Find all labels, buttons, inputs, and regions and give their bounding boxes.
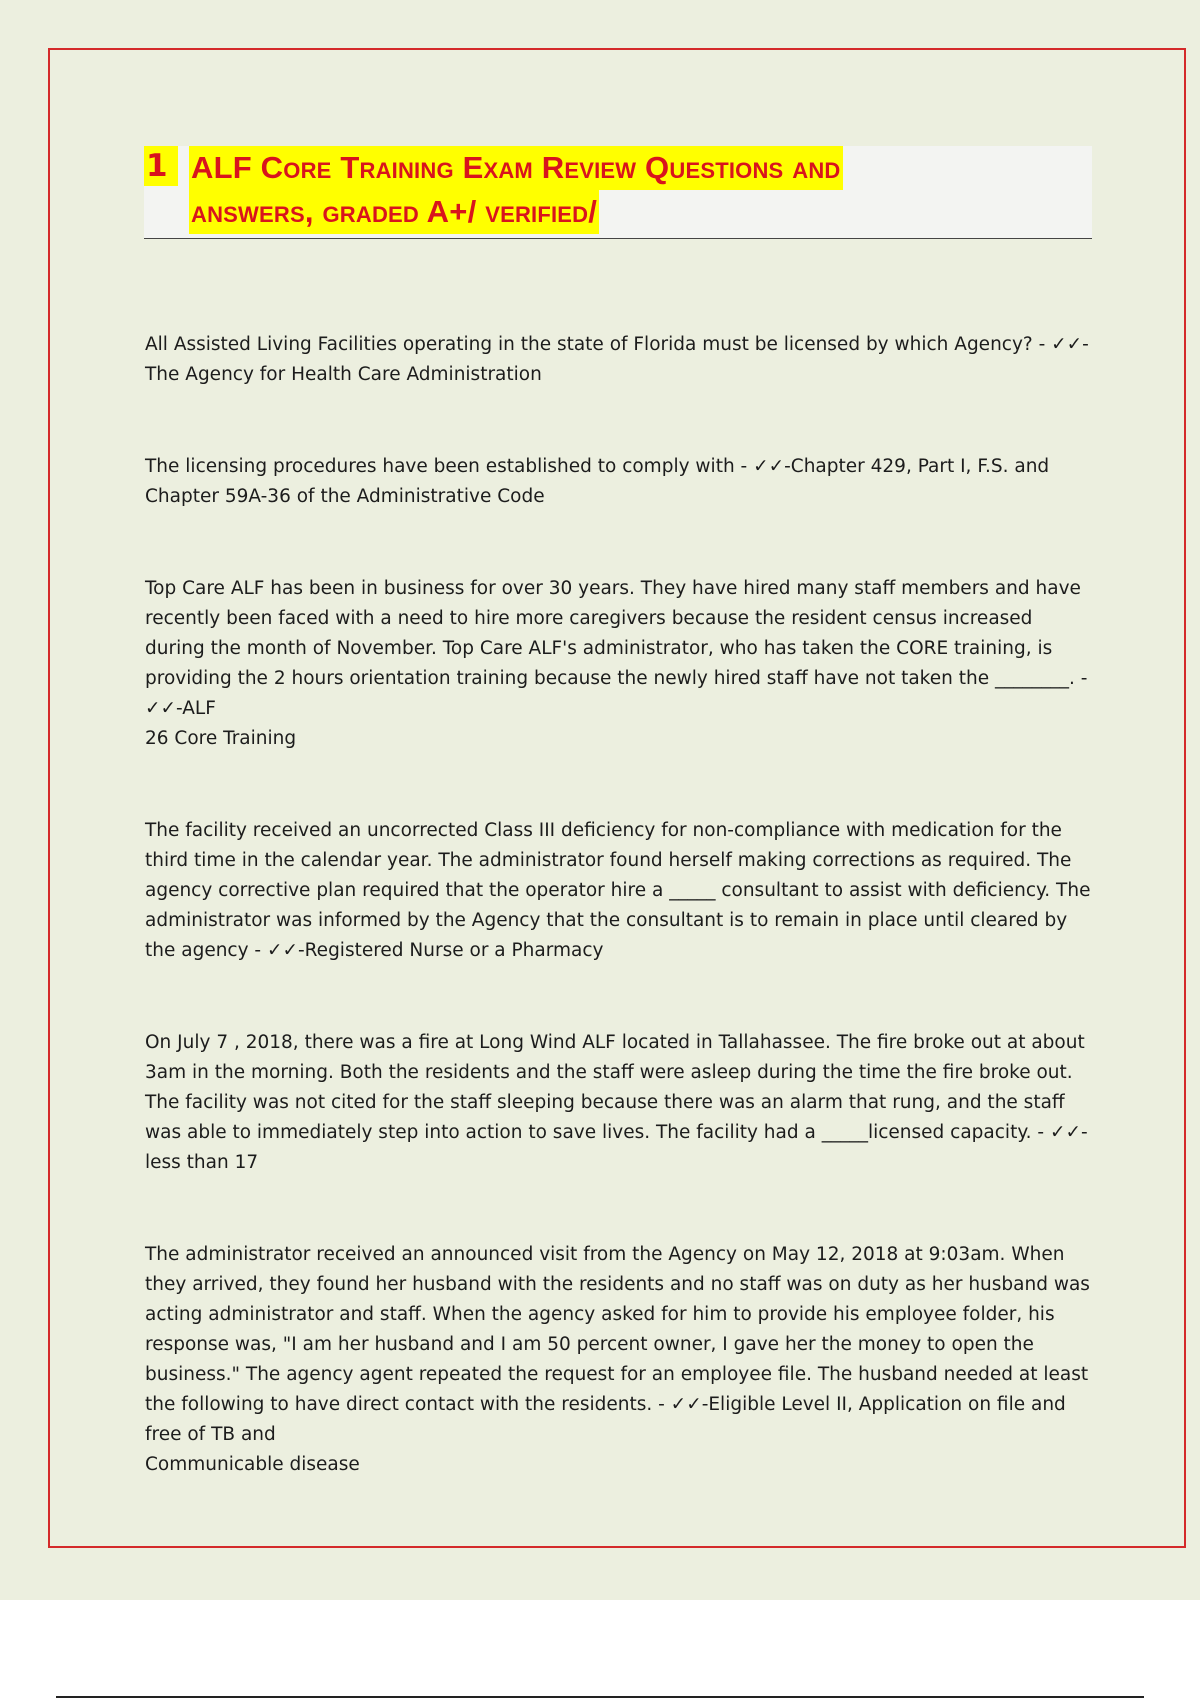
qa-item [145, 330, 1095, 390]
answer-text: The Agency for Health Care Administration [145, 364, 542, 385]
question-text: All Assisted Living Facilities operating in the state of Florida must be licensed by which Agency? - ✓✓- [145, 334, 1089, 355]
qa-item [145, 574, 1095, 754]
qa-item [145, 816, 1095, 966]
document-title [144, 146, 1092, 239]
title-number: 1 [144, 146, 178, 186]
title-line-1: ALF Core Training Exam Review Questions and [189, 146, 843, 190]
question-text: The facility received an uncorrected Class III deficiency for non-compliance with medication for the third time in the calendar year. The administrator found herself making corrections as required. The agency corrective plan required that the operator hire a _____ consultant to assist with deficiency. The administrator was informed by the Agency that the consultant is to remain in place until cleared by the agency - ✓✓-Registered Nurse or a Pharmacy [145, 820, 1091, 961]
qa-item [145, 1240, 1095, 1480]
qa-item [145, 1028, 1095, 1178]
question-text: Top Care ALF has been in business for over 30 years. They have hired many staff members and have recently been faced with a need to hire more caregivers because the resident census increased during the month of November. Top Care ALF's administrator, who has taken the CORE training, is providing the 2 hours orientation training because the newly hired staff have not taken the ________. - ✓✓-ALF [145, 578, 1088, 719]
answer-text: less than 17 [145, 1152, 259, 1173]
answer-text: Chapter 59A-36 of the Administrative Code [145, 486, 545, 507]
question-text: The licensing procedures have been established to comply with - ✓✓-Chapter 429, Part I, F.S. and [145, 456, 1050, 477]
question-text: The administrator received an announced visit from the Agency on May 12, 2018 at 9:03am. When they arrived, they found her husband with the residents and no staff was on duty as her husband was acting administrator and staff. When the agency asked for him to provide his employee folder, his response was, "I am her husband and I am 50 percent owner, I gave her the money to open the business." The agency agent repeated the request for an employee file. The husband needed at least the following to have direct contact with the residents. - ✓✓-Eligible Level II, Application on file and free of TB and [145, 1244, 1090, 1445]
answer-text: 26 Core Training [145, 728, 297, 749]
title-line-2: answers, graded A+/ verified/ [189, 190, 599, 234]
qa-item [145, 452, 1095, 512]
footer-rule [56, 1696, 1144, 1698]
qa-list [145, 330, 1095, 1542]
answer-text: Communicable disease [145, 1454, 360, 1475]
question-text: On July 7 , 2018, there was a fire at Long Wind ALF located in Tallahassee. The fire broke out at about 3am in the morning. Both the residents and the staff were asleep during the time the fire broke out. The facility was not cited for the staff sleeping because there was an alarm that rung, and the staff was able to immediately step into action to save lives. The facility had a _____licensed capacity. - ✓✓- [145, 1032, 1088, 1143]
